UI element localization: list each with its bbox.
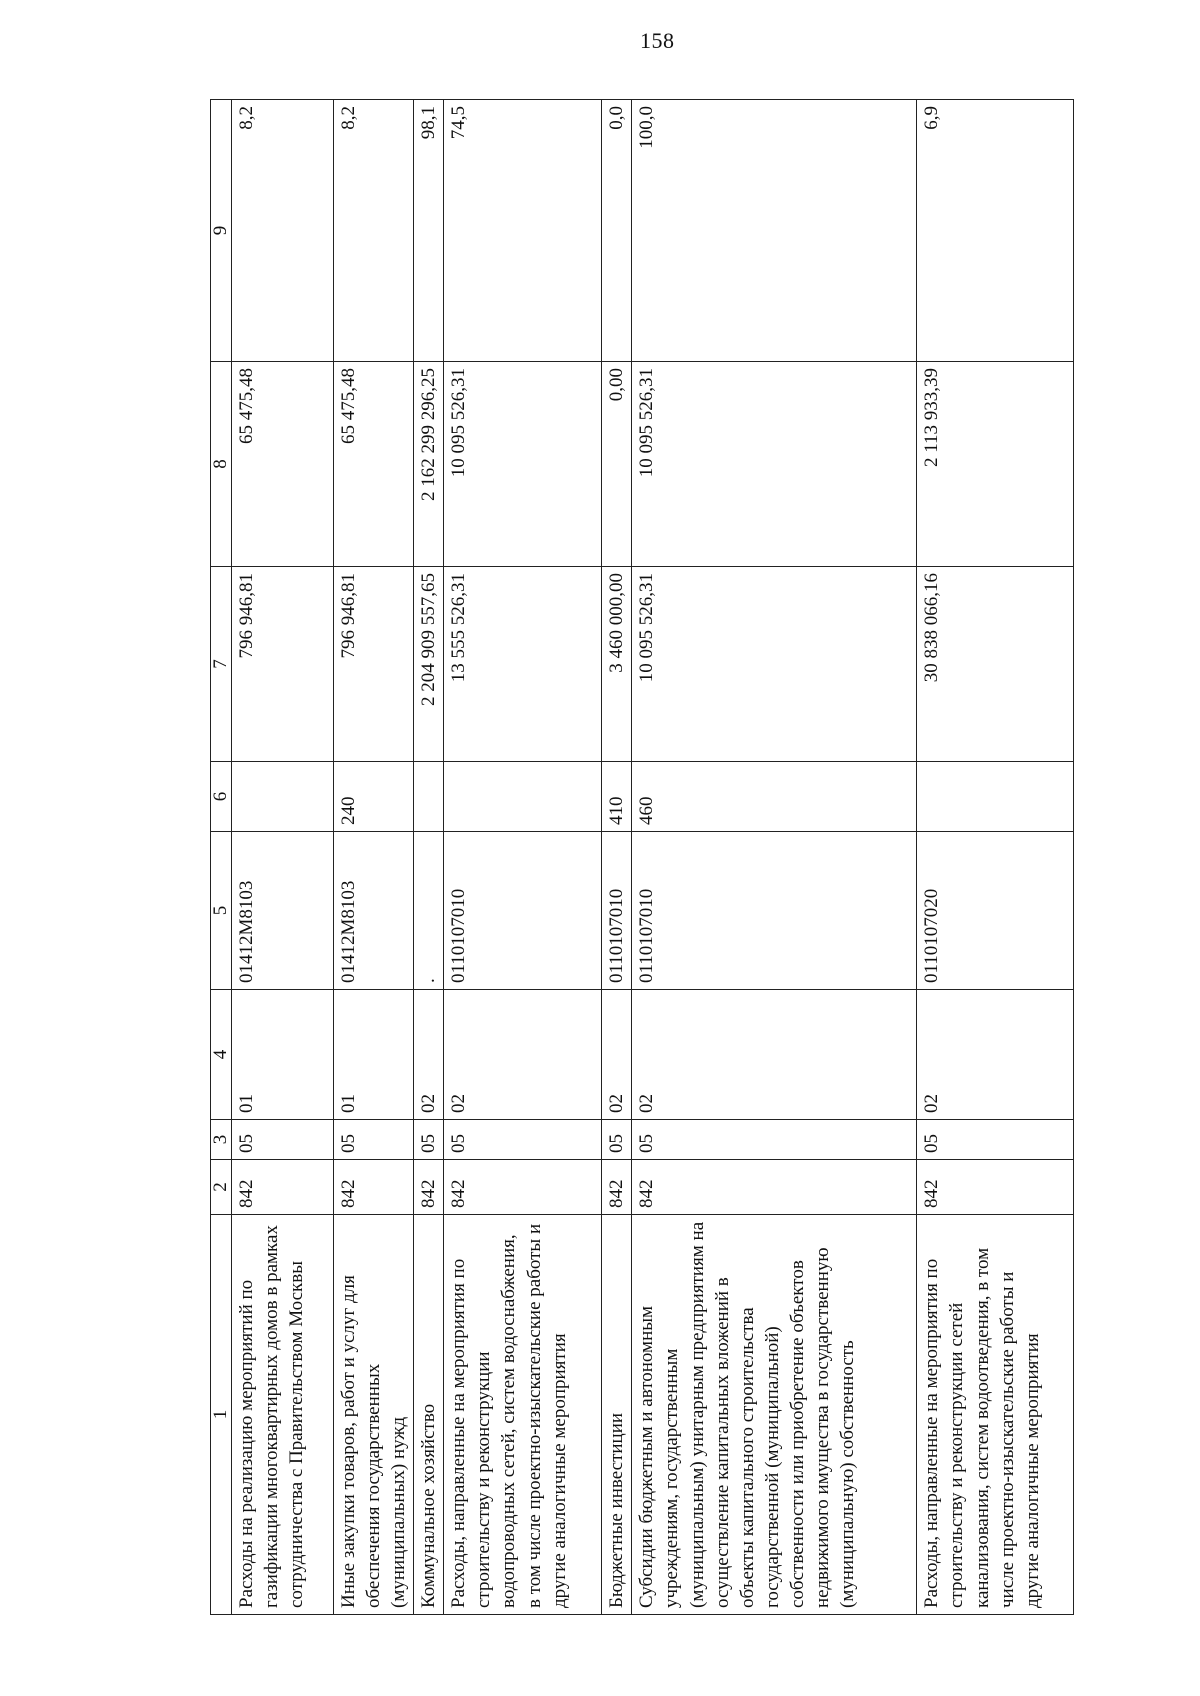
row-vr: 460 <box>632 762 917 832</box>
row-vr <box>414 762 444 832</box>
row-name: Иные закупки товаров, работ и услуг для обеспечения государственных (муниципальных) нужд <box>334 1215 414 1615</box>
header-col-3: 3 <box>211 1120 232 1160</box>
row-grbs: 842 <box>334 1160 414 1215</box>
row-pct: 100,0 <box>632 100 917 362</box>
row-name: Субсидии бюджетным и автономным учреждениям, государственным (муниципальным) унитарным предприятиям на осуществление капитальных вложений в объекты капитального строительства государственной (муниципальной) собственности или приобретение объектов недвижимого имущества в государственную (муниципальную) собственность <box>632 1215 917 1615</box>
row-fact: 65 475,48 <box>232 362 334 567</box>
row-csr: 0110107010 <box>444 832 602 990</box>
row-pct: 98,1 <box>414 100 444 362</box>
row-fact: 65 475,48 <box>334 362 414 567</box>
row-pct: 0,0 <box>602 100 632 362</box>
row-rz: 05 <box>414 1120 444 1160</box>
budget-table-rotated <box>210 100 1060 1615</box>
table-row <box>334 100 414 1615</box>
row-grbs: 842 <box>917 1160 1074 1215</box>
row-plan: 30 838 066,16 <box>917 567 1074 762</box>
row-grbs: 842 <box>444 1160 602 1215</box>
row-name: Расходы, направленные на мероприятия по строительству и реконструкции сетей канализования, систем водоотведения, в том числе проектно-изыскательские работы и другие аналогичные мероприятия <box>917 1215 1074 1615</box>
row-csr: 01412М8103 <box>232 832 334 990</box>
row-csr: . <box>414 832 444 990</box>
row-pr: 01 <box>334 990 414 1120</box>
budget-table <box>210 99 1074 1615</box>
row-grbs: 842 <box>632 1160 917 1215</box>
row-plan: 10 095 526,31 <box>632 567 917 762</box>
row-grbs: 842 <box>232 1160 334 1215</box>
header-col-9: 9 <box>211 100 232 362</box>
row-fact: 10 095 526,31 <box>632 362 917 567</box>
row-rz: 05 <box>917 1120 1074 1160</box>
page-number: 158 <box>640 28 675 53</box>
row-csr: 0110107020 <box>917 832 1074 990</box>
table-row <box>602 100 632 1615</box>
row-fact: 2 162 299 296,25 <box>414 362 444 567</box>
row-vr: 240 <box>334 762 414 832</box>
header-col-1: 1 <box>211 1215 232 1615</box>
row-pct: 74,5 <box>444 100 602 362</box>
row-name: Расходы, направленные на мероприятия по строительству и реконструкции водопроводных сетей, систем водоснабжения, в том числе проектно-изыскательские работы и другие аналогичные мероприятия <box>444 1215 602 1615</box>
row-plan: 13 555 526,31 <box>444 567 602 762</box>
row-pct: 8,2 <box>232 100 334 362</box>
header-row <box>211 100 232 1615</box>
table-row <box>444 100 602 1615</box>
row-csr: 0110107010 <box>632 832 917 990</box>
row-vr: 410 <box>602 762 632 832</box>
row-rz: 05 <box>232 1120 334 1160</box>
row-pr: 02 <box>414 990 444 1120</box>
row-grbs: 842 <box>602 1160 632 1215</box>
row-csr: 01412М8103 <box>334 832 414 990</box>
header-col-6: 6 <box>211 762 232 832</box>
row-csr: 0110107010 <box>602 832 632 990</box>
row-name: Коммунальное хозяйство <box>414 1215 444 1615</box>
row-fact: 2 113 933,39 <box>917 362 1074 567</box>
row-plan: 2 204 909 557,65 <box>414 567 444 762</box>
row-rz: 05 <box>632 1120 917 1160</box>
row-pr: 02 <box>602 990 632 1120</box>
row-name: Бюджетные инвестиции <box>602 1215 632 1615</box>
row-plan: 796 946,81 <box>334 567 414 762</box>
row-pct: 8,2 <box>334 100 414 362</box>
row-pr: 02 <box>632 990 917 1120</box>
row-pr: 01 <box>232 990 334 1120</box>
row-rz: 05 <box>602 1120 632 1160</box>
table-row <box>917 100 1074 1615</box>
table-row <box>414 100 444 1615</box>
header-col-8: 8 <box>211 362 232 567</box>
table-row <box>232 100 334 1615</box>
row-plan: 3 460 000,00 <box>602 567 632 762</box>
row-fact: 10 095 526,31 <box>444 362 602 567</box>
row-pct: 6,9 <box>917 100 1074 362</box>
row-vr <box>444 762 602 832</box>
header-col-2: 2 <box>211 1160 232 1215</box>
row-plan: 796 946,81 <box>232 567 334 762</box>
row-rz: 05 <box>444 1120 602 1160</box>
table-row <box>632 100 917 1615</box>
header-col-4: 4 <box>211 990 232 1120</box>
row-name: Расходы на реализацию мероприятий по газификации многоквартирных домов в рамках сотрудничества с Правительством Москвы <box>232 1215 334 1615</box>
row-vr <box>917 762 1074 832</box>
row-grbs: 842 <box>414 1160 444 1215</box>
row-pr: 02 <box>444 990 602 1120</box>
header-col-7: 7 <box>211 567 232 762</box>
row-fact: 0,00 <box>602 362 632 567</box>
row-vr <box>232 762 334 832</box>
row-pr: 02 <box>917 990 1074 1120</box>
header-col-5: 5 <box>211 832 232 990</box>
row-rz: 05 <box>334 1120 414 1160</box>
